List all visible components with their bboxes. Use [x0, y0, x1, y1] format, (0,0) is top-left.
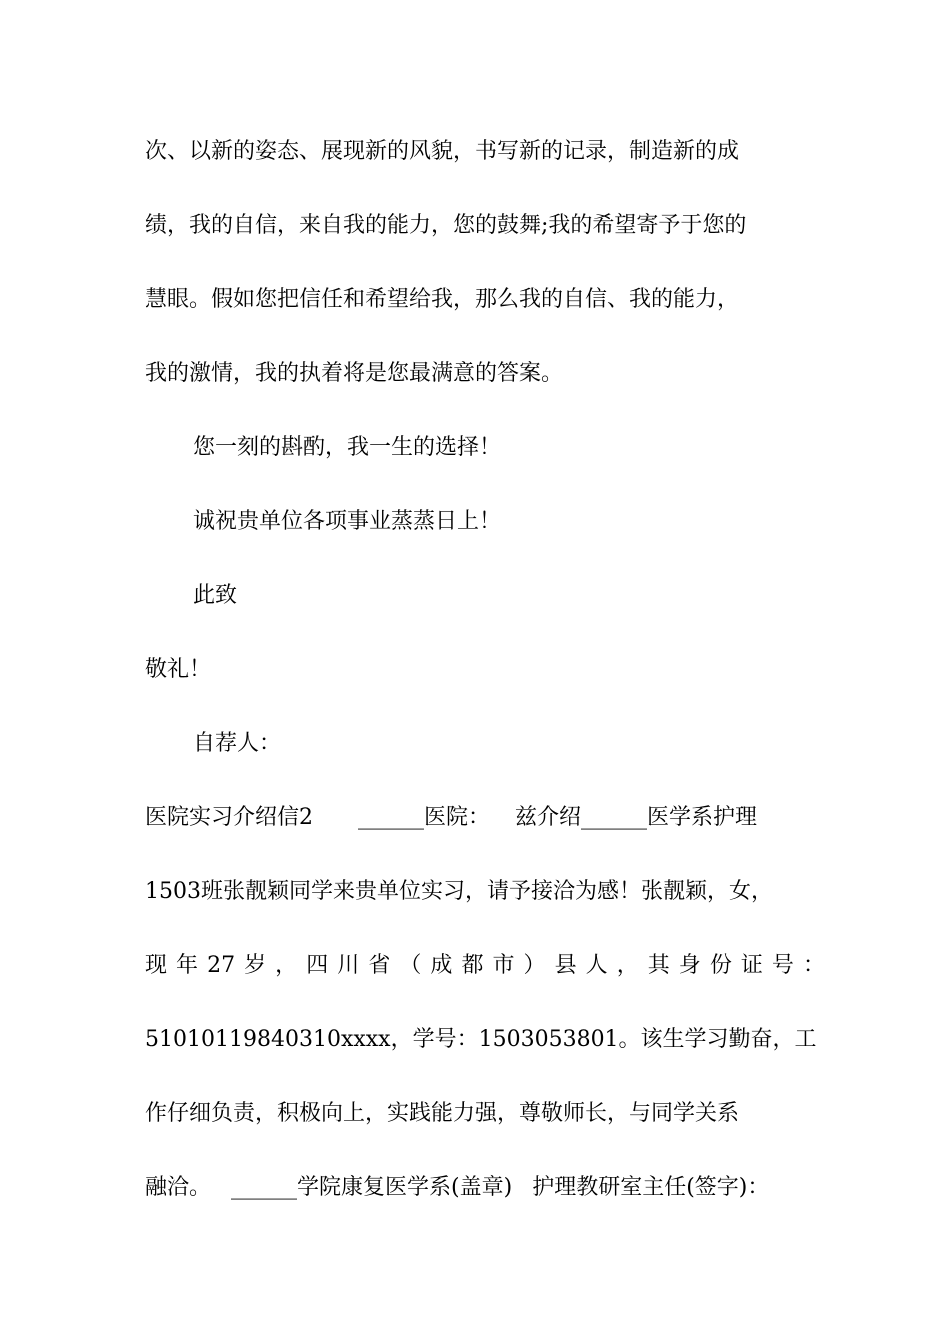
- paragraph-line-1: 次、以新的姿态、展现新的风貌，书写新的记录，制造新的成: [145, 139, 740, 164]
- age-line-char: 都: [461, 953, 484, 978]
- id-number-line: 51010119840310xxxx，学号：1503053801。该生学习勤奋，工: [145, 1027, 817, 1052]
- introduction-text: 兹介绍______医学系护理: [515, 805, 758, 830]
- age-line-char: 岁: [244, 953, 267, 978]
- letter-title: 医院实习介绍信2: [145, 805, 313, 830]
- stamp-signature-line: [145, 1173, 825, 1203]
- college-stamp-label: ______学院康复医学系(盖章): [231, 1175, 513, 1200]
- paragraph-line-4: 我的激情，我的执着将是您最满意的答案。: [145, 361, 564, 386]
- paragraph-line-2: 绩，我的自信，来自我的能力，您的鼓舞;我的希望寄予于您的: [145, 213, 747, 238]
- age-line-char: ，: [275, 953, 298, 978]
- age-line-char: 27: [207, 953, 236, 978]
- evaluation-line: 作仔细负责，积极向上，实践能力强，尊敬师长，与同学关系: [145, 1101, 740, 1126]
- age-line-char: 人: [585, 953, 608, 978]
- closing-word: 融洽。: [145, 1175, 212, 1200]
- signature-label: 自荐人：: [193, 731, 282, 756]
- hospital-name-blank: ______医院：: [358, 805, 491, 830]
- age-line-char: 成: [430, 953, 453, 978]
- age-line-char: 其: [647, 953, 670, 978]
- age-line-char: 川: [337, 953, 360, 978]
- age-line-char: 证: [740, 953, 763, 978]
- salutation-jingli: 敬礼！: [145, 657, 212, 682]
- age-line-char: ，: [616, 953, 639, 978]
- age-line-char: 份: [709, 953, 732, 978]
- age-line-char: ：: [802, 953, 825, 978]
- letter-header-line: [145, 803, 825, 833]
- director-signature-label: 护理教研室主任(签字)：: [532, 1175, 770, 1200]
- age-id-line: [145, 951, 825, 981]
- age-line-char: 身: [678, 953, 701, 978]
- closing-sentence: 您一刻的斟酌，我一生的选择！: [193, 435, 502, 460]
- salutation-cizhi: 此致: [193, 583, 238, 608]
- age-line-char: （: [399, 953, 422, 978]
- age-line-char: 四: [306, 953, 329, 978]
- age-line-char: 号: [771, 953, 794, 978]
- age-line-char: 现: [145, 953, 168, 978]
- age-line-char: 县: [554, 953, 577, 978]
- paragraph-line-3: 慧眼。假如您把信任和希望给我，那么我的自信、我的能力，: [145, 287, 740, 312]
- wishes-sentence: 诚祝贵单位各项事业蒸蒸日上！: [193, 509, 502, 534]
- age-line-char: 年: [176, 953, 199, 978]
- age-line-char: 市: [492, 953, 515, 978]
- student-intro-line: 1503班张靓颖同学来贵单位实习，请予接洽为感！张靓颖，女，: [145, 879, 773, 904]
- age-line-char: 省: [368, 953, 391, 978]
- age-line-char: ）: [523, 953, 546, 978]
